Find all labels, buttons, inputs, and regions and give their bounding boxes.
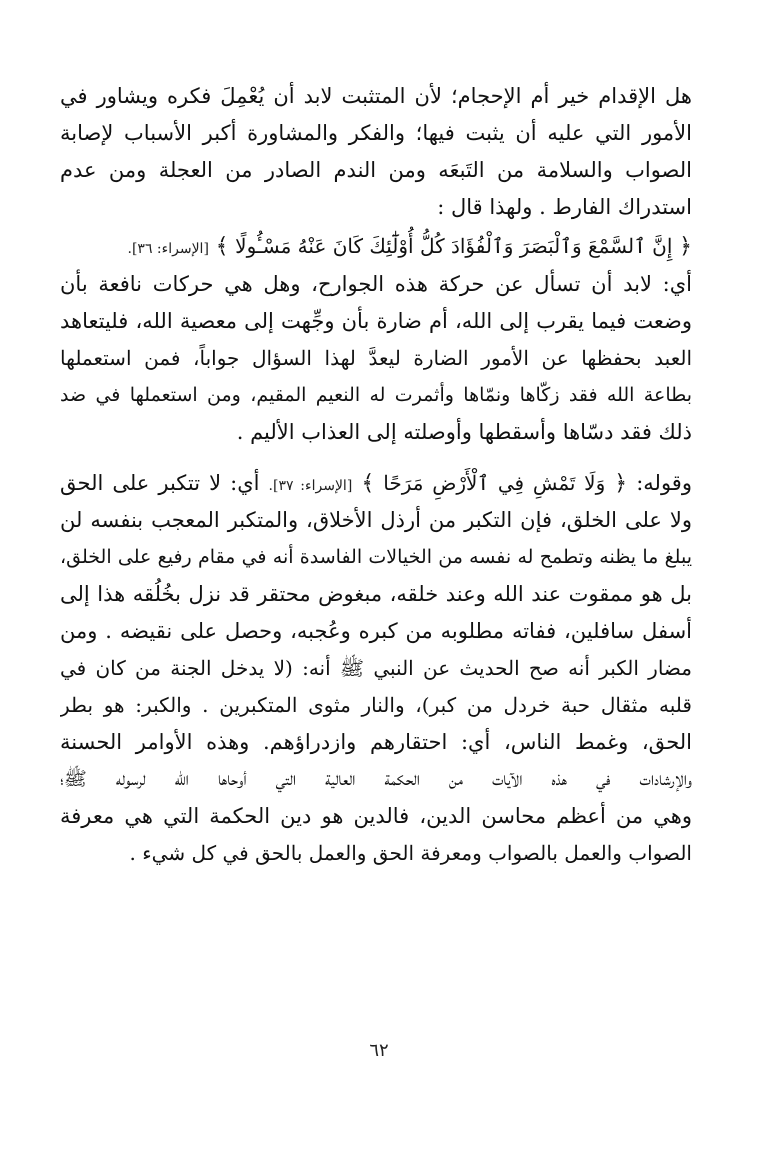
paragraph-2 bbox=[60, 266, 692, 451]
paragraph-gap bbox=[60, 451, 692, 465]
paragraph-3-line: أسفل سافلين، ففاته مطلوبه من كبره وعُجبه، وحصل على نقيضه . ومن bbox=[60, 619, 692, 643]
verse-text: إِنَّ ٱلسَّمْعَ وَٱلْبَصَرَ وَٱلْفُؤَادَ كُلُّ أُوْلَٰٓئِكَ كَانَ عَنْهُ مَسْـُٔولًا bbox=[235, 234, 673, 258]
verse-close-bracket: ﴾ bbox=[361, 471, 375, 496]
paragraph-2-line: ذلك فقد دسّاها وأسقطها وأوصلته إلى العذاب الأليم . bbox=[236, 420, 692, 444]
paragraph-3-line: قلبه مثقال حبة خردل من كبر)، والنار مثوى المتكبرين . والكبر: هو بطر bbox=[60, 693, 692, 717]
verse-reference: [الإسراء: ٣٦]. bbox=[127, 241, 209, 257]
page-number: ٦٢ bbox=[369, 1040, 389, 1061]
paragraph-3-line: بل هو ممقوت عند الله وعند خلقه، مبغوض محتقر قد نزل بخُلُقه هذا إلى bbox=[60, 582, 692, 606]
paragraph-3-line: مضار الكبر أنه صح الحديث عن النبي ﷺ أنه: (لا يدخل الجنة من كان في bbox=[60, 656, 692, 680]
page-body bbox=[60, 78, 692, 872]
paragraph-1 bbox=[60, 78, 692, 226]
paragraph-2-line: بطاعة الله فقد زكّاها ونمّاها وأثمرت له النعيم المقيم، ومن استعملها في ضد bbox=[60, 384, 692, 406]
paragraph-3-line: الحق، وغمط الناس، أي: احتقارهم وازدراؤهم. وهذه الأوامر الحسنة bbox=[60, 730, 692, 754]
verse-close-bracket: ﴾ bbox=[215, 234, 229, 259]
paragraph-1-line: الصواب والسلامة من التَبعَه ومن الندم الصادر من العجلة ومن عدم bbox=[60, 158, 692, 182]
paragraph-1-line: استدراك الفارط . ولهذا قال : bbox=[437, 195, 692, 219]
verse-reference: [الإسراء: ٣٧]. bbox=[268, 478, 353, 494]
paragraph-3-tail: أي: لا تتكبر على الحق bbox=[60, 471, 260, 495]
paragraph-3-lead: وقوله: bbox=[636, 471, 692, 495]
paragraph-3-line: وهي من أعظم محاسن الدين، فالدين هو دين الحكمة التي هي معرفة bbox=[60, 804, 692, 828]
verse-open-bracket: ﴿ bbox=[614, 471, 628, 496]
paragraph-1-line: الأمور التي عليه أن يثبت فيها؛ والفكر والمشاورة أكبر الأسباب لإصابة bbox=[60, 121, 692, 145]
paragraph-2-line: أي: لابد أن تسأل عن حركة هذه الجوارح، وهل هي حركات نافعة بأن bbox=[60, 272, 692, 296]
verse-open-bracket: ﴿ bbox=[679, 234, 692, 259]
paragraph-3-first-line bbox=[60, 465, 692, 502]
paragraph-1-line: هل الإقدام خير أم الإحجام؛ لأن المتثبت لابد أن يُعْمِلَ فكره ويشاور في bbox=[60, 84, 692, 108]
quran-verse-1 bbox=[60, 226, 692, 266]
paragraph-2-line: العبد بحفظها عن الأمور الضارة ليعدَّ لهذا السؤال جواباً، فمن استعملها bbox=[60, 346, 692, 370]
paragraph-3-line: الصواب والعمل بالصواب ومعرفة الحق والعمل بالحق في كل شيء . bbox=[129, 841, 692, 865]
paragraph-2-line: وضعت فيما يقرب إلى الله، أم ضارة بأن وجِّهت إلى معصية الله، فليتعاهد bbox=[60, 309, 692, 333]
paragraph-3-line: ولا على الخلق، فإن التكبر من أرذل الأخلاق، والمتكبر المعجب بنفسه لن bbox=[60, 508, 692, 532]
paragraph-3-line: يبلغ ما يظنه وتطمح له نفسه من الخيالات الفاسدة أنه في مقام رفيع على الخلق، bbox=[60, 546, 692, 568]
verse-text: وَلَا تَمْشِ فِي ٱلْأَرْضِ مَرَحًا bbox=[383, 471, 606, 495]
paragraph-3 bbox=[60, 465, 692, 872]
paragraph-3-line: والإرشادات في هذه الآيات من الحكمة العالية التي أوحاها الله لرسوله ﷺ؛ bbox=[60, 768, 692, 790]
